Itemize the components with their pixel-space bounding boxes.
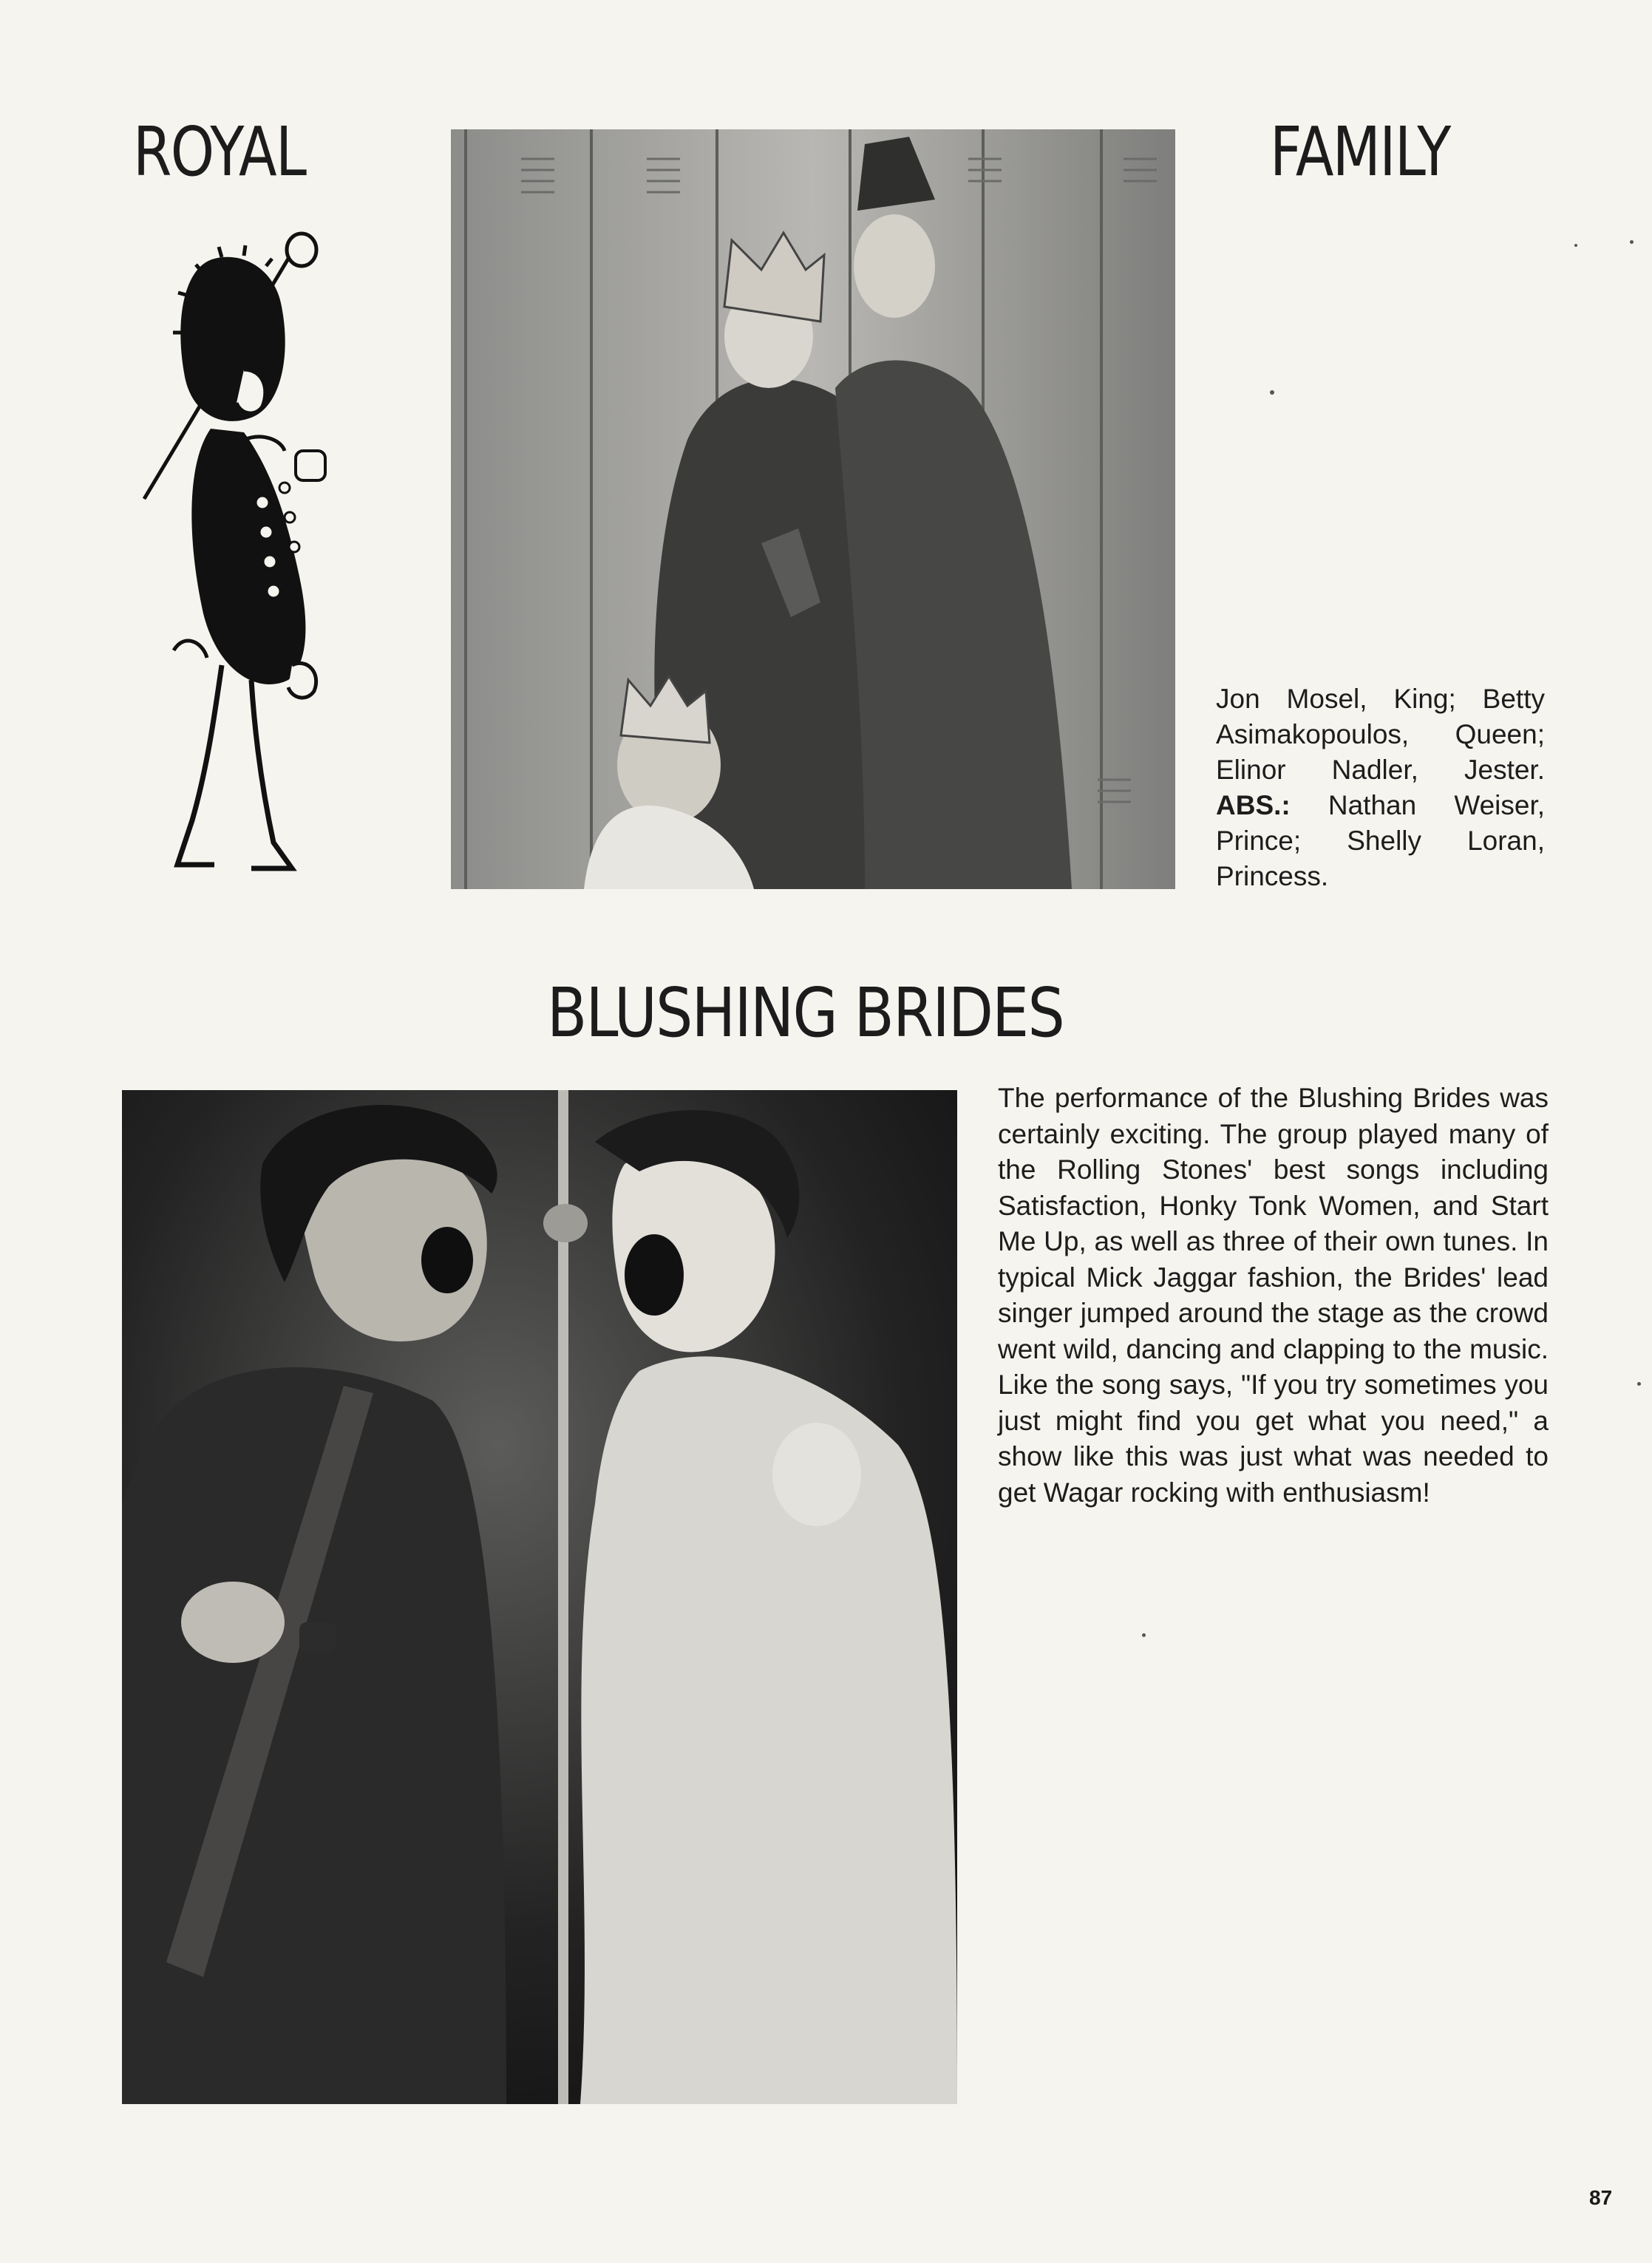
caption-lead: Jon Mosel, King; Betty Asimakopoulos, Queen; Elinor Nadler, Jester. (1216, 684, 1545, 785)
royal-guard-illustration (133, 229, 355, 894)
paper-speck (1270, 390, 1274, 395)
paper-speck (1637, 1382, 1641, 1386)
caption-abs-names: Nathan Weiser, Prince; Shelly Loran, Princess. (1216, 790, 1546, 891)
heading-blushing-brides: BLUSHING BRIDES (547, 973, 1064, 1052)
royal-family-photo (451, 129, 1175, 889)
heading-royal: ROYAL (133, 112, 306, 191)
blushing-brides-photo (122, 1090, 957, 2104)
heading-family: FAMILY (1270, 112, 1450, 191)
caption-abs-label: ABS.: (1216, 790, 1291, 820)
page-number: 87 (1589, 2186, 1613, 2209)
paper-speck (1142, 1633, 1146, 1637)
royal-family-caption (1216, 681, 1545, 894)
paper-speck (1630, 240, 1634, 244)
blushing-brides-article: The performance of the Blushing Brides was certainly exciting. The group played many of the Rolling Stones' best songs including Satisfaction, Honky Tonk Women, and Start Me Up, as well as three of their own tunes. In typical Mick Jaggar fashion, the Brides' lead singer jumped around the stage as the crowd went wild, dancing and clapping to the music. Like the song says, "If you try sometimes you just might find you get what you need," a show like this was just what was needed to get Wagar rocking with enthusiasm! (998, 1083, 1549, 1508)
paper-speck (1574, 244, 1577, 247)
